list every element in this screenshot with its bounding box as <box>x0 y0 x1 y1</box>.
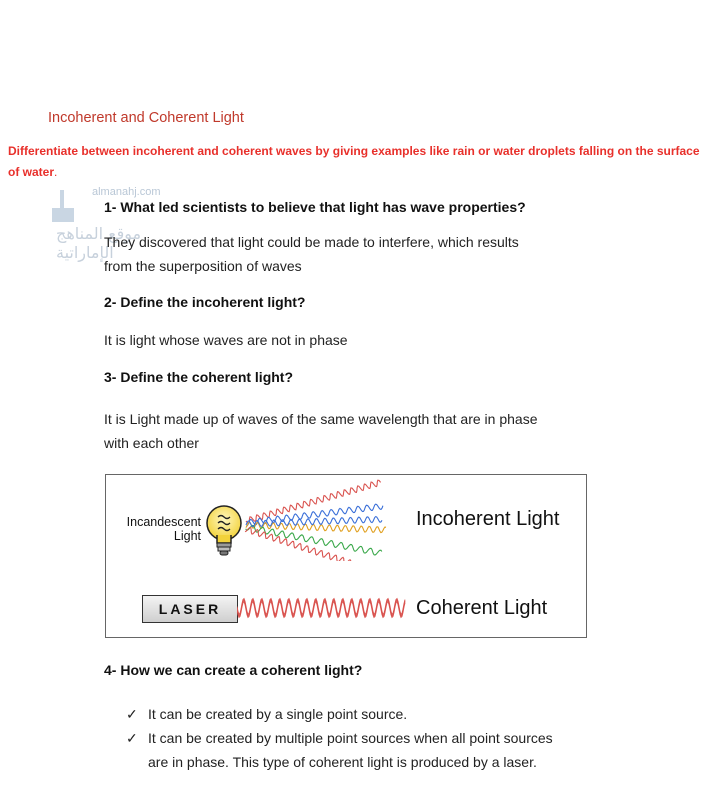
list-item-line1: It can be created by multiple point sources when all point sources <box>148 730 553 746</box>
light-figure <box>105 474 587 638</box>
question-1: 1- What led scientists to believe that light has wave properties? <box>104 199 526 215</box>
watermark-site: almanahj.com <box>92 186 161 198</box>
answer-1-line1: They discovered that light could be made to interfere, which results <box>104 234 519 250</box>
incandescent-label-line1: Incandescent <box>126 515 201 529</box>
question-2: 2- Define the incoherent light? <box>104 294 306 310</box>
instruction-main: Differentiate between incoherent and coherent waves by giving examples like rain or water droplets falling on the surface of water <box>8 144 700 179</box>
incoherent-wave <box>246 522 386 532</box>
answer-2: It is light whose waves are not in phase <box>104 332 348 348</box>
list-item <box>126 702 686 726</box>
answer-1-line2: from the superposition of waves <box>104 258 302 274</box>
answer-4-list <box>126 702 686 774</box>
incoherent-wave <box>246 525 382 555</box>
list-item-line2: are in phase. This type of coherent light is produced by a laser. <box>148 754 537 770</box>
coherent-waves <box>237 593 407 623</box>
answer-3-line1: It is Light made up of waves of the same wavelength that are in phase <box>104 411 538 427</box>
incandescent-label-line2: Light <box>173 529 201 543</box>
incoherent-wave <box>245 527 379 561</box>
check-icon: ✓ <box>126 706 138 722</box>
list-item <box>126 726 686 774</box>
answer-3-line2: with each other <box>104 435 199 451</box>
instruction-text <box>8 141 708 183</box>
light-bulb-icon <box>204 503 244 561</box>
incoherent-light-label: Incoherent Light <box>416 508 560 530</box>
incoherent-wave <box>246 480 381 523</box>
check-icon: ✓ <box>126 730 138 746</box>
watermark-arabic: موقع المناهج الإماراتية <box>56 224 142 262</box>
list-item-line1: It can be created by a single point source. <box>148 706 408 722</box>
answer-3 <box>104 407 537 455</box>
watermark-block <box>52 208 74 222</box>
answer-1 <box>104 230 519 278</box>
question-4: 4- How we can create a coherent light? <box>104 662 363 678</box>
coherent-light-label: Coherent Light <box>416 597 548 619</box>
question-3: 3- Define the coherent light? <box>104 369 294 385</box>
coherent-wave <box>237 602 405 618</box>
instruction-tail: . <box>54 165 58 179</box>
incandescent-label <box>116 515 201 543</box>
incoherent-waves <box>244 479 394 561</box>
laser-box: LASER <box>142 595 238 623</box>
page-title: Incoherent and Coherent Light <box>48 110 244 126</box>
